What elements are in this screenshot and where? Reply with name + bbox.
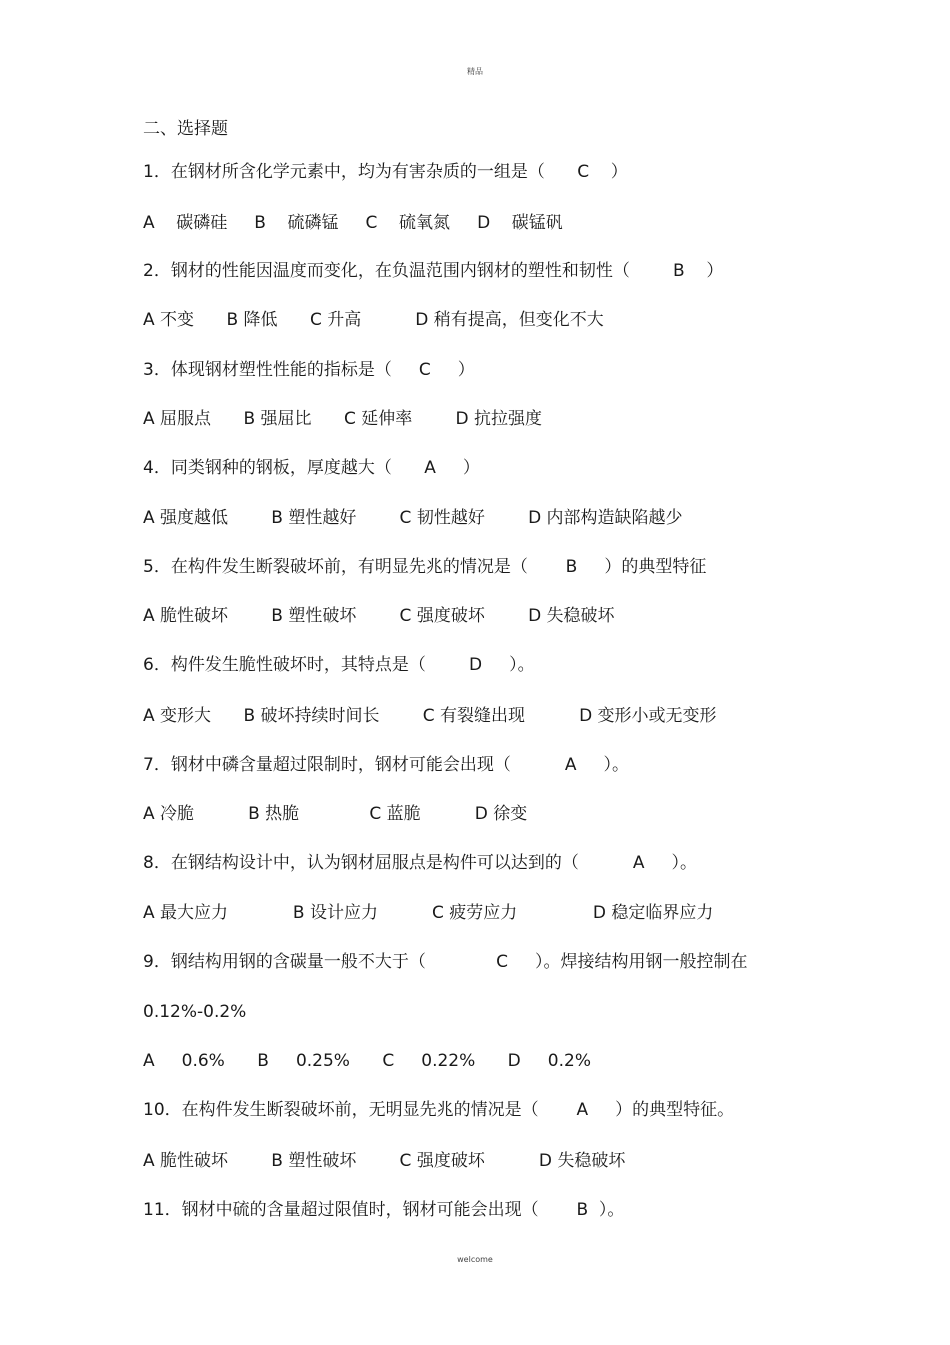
question-1: 1．在钢材所含化学元素中，均为有害杂质的一组是（ C ） [143,162,628,182]
question-7: 7．钢材中磷含量超过限制时，钢材可能会出现（ A ）。 [143,755,630,775]
question-6: 6．构件发生脆性破坏时，其特点是（ D ）。 [143,655,535,675]
options-10: A 脆性破坏 B 塑性破坏 C 强度破坏 D 失稳破坏 [143,1151,626,1171]
options-4: A 强度越低 B 塑性越好 C 韧性越好 D 内部构造缺陷越少 [143,508,683,528]
options-5: A 脆性破坏 B 塑性破坏 C 强度破坏 D 失稳破坏 [143,606,615,626]
question-8: 8．在钢结构设计中，认为钢材屈服点是构件可以达到的（ A ）。 [143,853,698,873]
options-6: A 变形大 B 破坏持续时间长 C 有裂缝出现 D 变形小或无变形 [143,706,717,726]
page-header: 精品 [467,67,483,76]
question-9-continued: 0.12%-0.2% [143,1002,247,1022]
question-5: 5．在构件发生断裂破坏前，有明显先兆的情况是（ B ）的典型特征 [143,557,707,577]
section-title: 二、选择题 [143,119,228,139]
question-9: 9．钢结构用钢的含碳量一般不大于（ C ）。焊接结构用钢一般控制在 [143,952,748,972]
page-footer: welcome [457,1255,493,1264]
question-3: 3．体现钢材塑性性能的指标是（ C ） [143,360,475,380]
options-9: A 0.6% B 0.25% C 0.22% D 0.2% [143,1051,591,1071]
question-11: 11．钢材中硫的含量超过限值时，钢材可能会出现（ B ）。 [143,1200,625,1220]
question-10: 10．在构件发生断裂破坏前，无明显先兆的情况是（ A ）的典型特征。 [143,1100,735,1120]
options-1: A 碳磷硅 B 硫磷锰 C 硫氧氮 D 碳锰矾 [143,213,563,233]
options-8: A 最大应力 B 设计应力 C 疲劳应力 D 稳定临界应力 [143,903,714,923]
question-2: 2．钢材的性能因温度而变化，在负温范围内钢材的塑性和韧性（ B ） [143,261,724,281]
question-4: 4．同类钢种的钢板，厚度越大（ A ） [143,458,480,478]
options-7: A 冷脆 B 热脆 C 蓝脆 D 徐变 [143,804,528,824]
options-3: A 屈服点 B 强屈比 C 延伸率 D 抗拉强度 [143,409,542,429]
options-2: A 不变 B 降低 C 升高 D 稍有提高，但变化不大 [143,310,604,330]
